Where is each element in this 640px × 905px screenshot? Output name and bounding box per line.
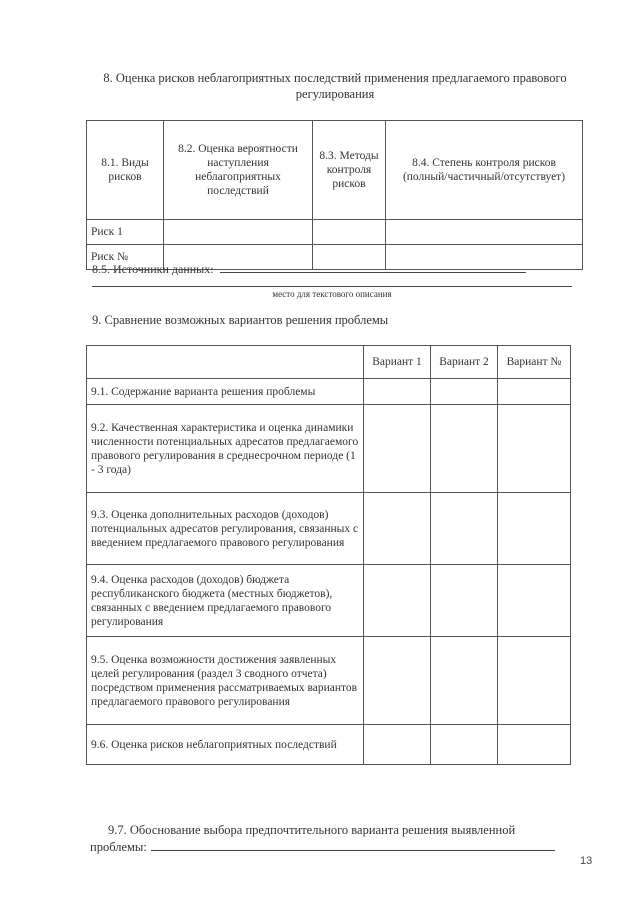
variants-table [86,345,571,765]
table-cell [364,493,431,565]
risk-table [86,120,583,270]
section-9-title: 9. Сравнение возможных вариантов решения проблемы [92,313,389,327]
col-control-degree: 8.4. Степень контроля рисков (полный/частичный/отсутствует) [386,121,583,220]
row-label: 9.2. Качественная характеристика и оценка динамики численности потенциальных адресатов предлагаемого правового регулирования в среднесрочном периоде (1 - 3 года) [87,405,364,493]
table-row [87,565,571,637]
table-cell [431,493,498,565]
risk-row-label: Риск 1 [87,220,164,245]
table-cell [364,565,431,637]
row-label: 9.5. Оценка возможности достижения заявленных целей регулирования (раздел 3 сводного отчета) посредством применения рассматриваемых вариантов предлагаемого правового регулирования [87,637,364,725]
row-label: 9.3. Оценка дополнительных расходов (доходов) потенциальных адресатов регулирования, связанных с введением предлагаемого правового регулирования [87,493,364,565]
col-variant-n: Вариант № [498,346,571,379]
table-cell [431,565,498,637]
table-cell [498,405,571,493]
row-label: 9.1. Содержание варианта решения проблемы [87,379,364,405]
table-cell [431,725,498,765]
table-cell [431,405,498,493]
table-cell [364,379,431,405]
table-row [87,725,571,765]
data-sources-label: 8.5. Источники данных: [92,262,214,276]
table-cell [431,379,498,405]
text-description-line [92,286,572,287]
row-label: 9.4. Оценка расходов (доходов) бюджета республиканского бюджета (местных бюджетов), связанных с введением предлагаемого правового регулирования [87,565,364,637]
table-row [87,637,571,725]
fill-line [220,262,526,273]
col-variant-2: Вариант 2 [431,346,498,379]
text-description-caption: место для текстового описания [272,289,392,299]
page-number: 13 [580,855,593,867]
col-control-methods: 8.3. Методы контроля рисков [313,121,386,220]
fill-line [151,840,555,851]
risk-table-header [87,121,583,220]
justification-line-2 [90,839,580,856]
table-cell [498,493,571,565]
table-row [87,220,583,245]
table-cell [364,405,431,493]
section-8-title: 8. Оценка рисков неблагоприятных последствий применения предлагаемого правового регулирования [103,71,567,101]
table-cell [164,220,313,245]
table-cell [431,637,498,725]
col-risk-types: 8.1. Виды рисков [87,121,164,220]
table-cell [498,637,571,725]
justification-line-1: 9.7. Обоснование выбора предпочтительного варианта решения выявленной [108,823,516,837]
justification-paragraph [90,822,580,856]
table-cell [498,379,571,405]
risk-row-label: Риск № [87,245,164,270]
justification-label: проблемы: [90,840,147,854]
table-cell [386,220,583,245]
table-cell [87,346,364,379]
col-variant-1: Вариант 1 [364,346,431,379]
table-row [87,405,571,493]
variants-table-header [87,346,571,379]
table-row [87,493,571,565]
table-cell [498,725,571,765]
row-label: 9.6. Оценка рисков неблагоприятных последствий [87,725,364,765]
table-cell [313,220,386,245]
table-cell [364,637,431,725]
col-probability: 8.2. Оценка вероятности наступления неблагоприятных последствий [164,121,313,220]
data-sources [92,262,526,277]
table-cell [498,565,571,637]
table-cell [364,725,431,765]
table-row [87,379,571,405]
